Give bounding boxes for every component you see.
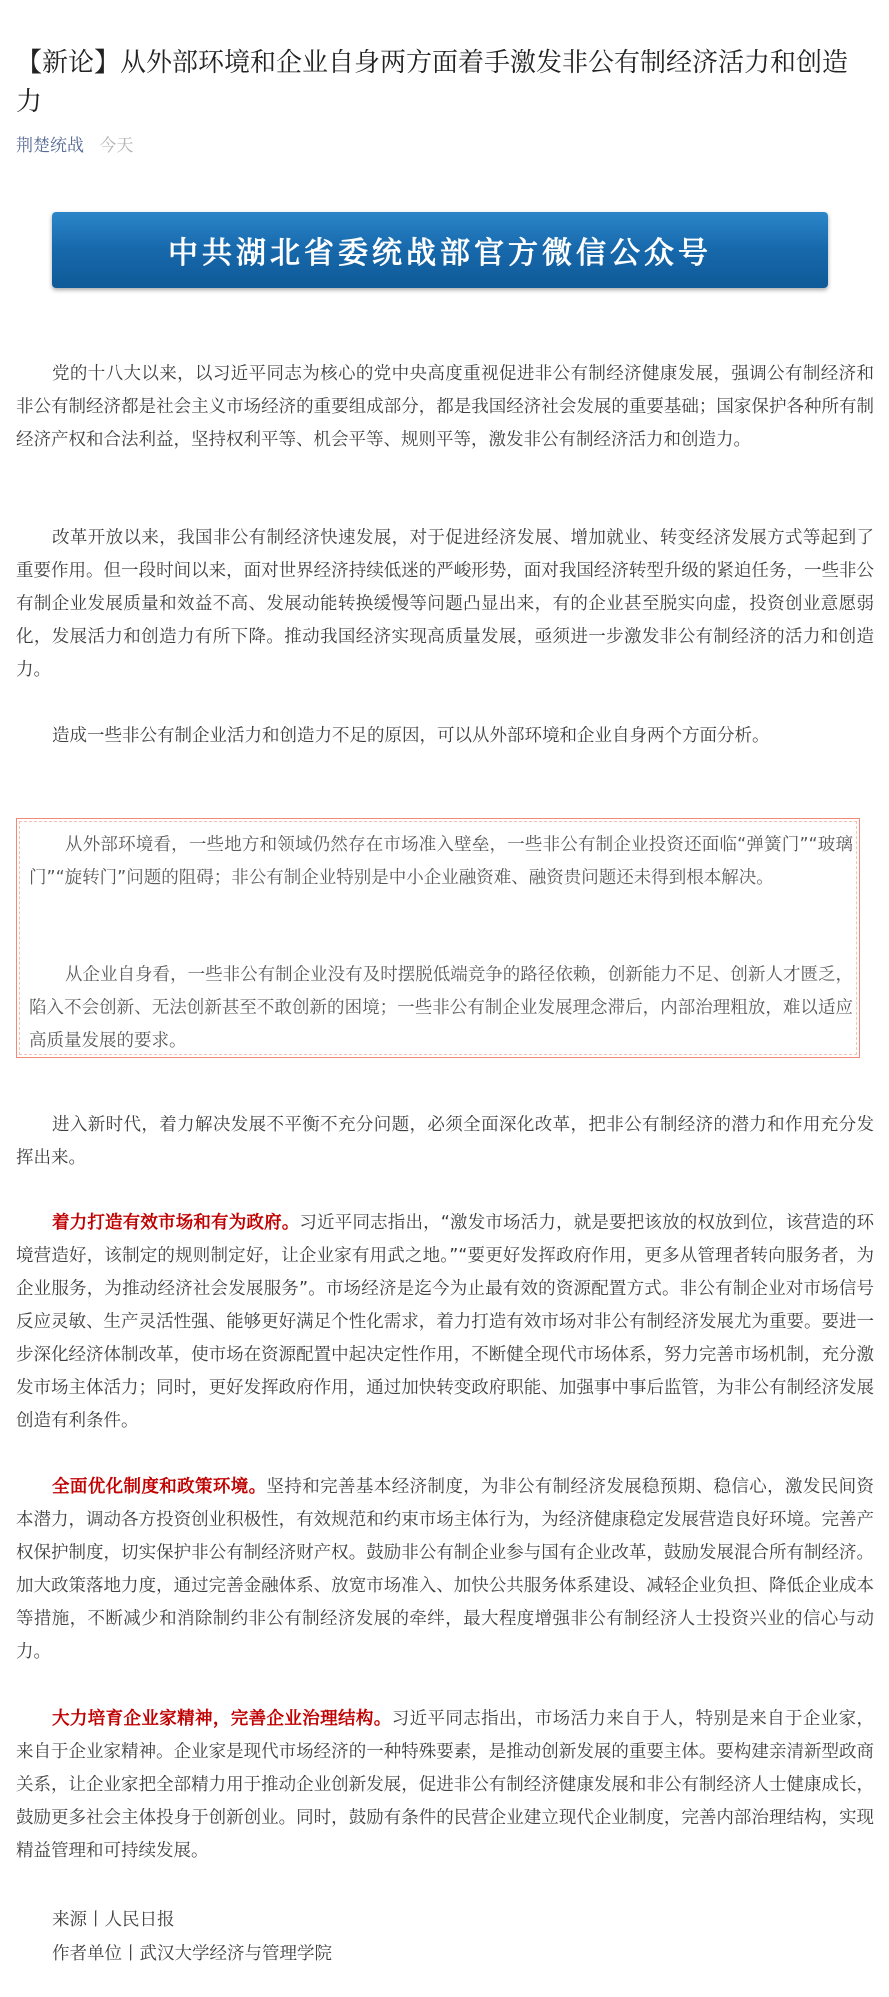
section-market-government <box>16 1207 874 1438</box>
article-title: 【新论】从外部环境和企业自身两方面着手激发非公有制经济活力和创造力 <box>16 48 849 117</box>
paragraph-1: 党的十八大以来，以习近平同志为核心的党中央高度重视促进非公有制经济健康发展，强调公有制经济和非公有制经济都是社会主义市场经济的重要组成部分，都是我国经济社会发展的重要基础；国家保护各种所有制经济产权和合法利益，坚持权利平等、机会平等、规则平等，激发非公有制经济活力和创造力。 <box>16 364 874 450</box>
publish-time: 今天 <box>99 136 134 156</box>
paragraph-3: 造成一些非公有制企业活力和创造力不足的原因，可以从外部环境和企业自身两个方面分析。 <box>52 726 770 746</box>
section-body: 习近平同志指出，“激发市场活力，就是要把该放的权放到位，该营造的环境营造好，该制定的规则制定好，让企业家有用武之地。”“要更好发挥政府作用，更多从管理者转向服务者，为企业服务，为推动经济社会发展服务”。市场经济是迄今为止最有效的资源配置方式。非公有制企业对市场信号反应灵敏、生产灵活性强、能够更好满足个性化需求，着力打造有效市场对非公有制经济发展尤为重要。要进一步深化经济体制改革，使市场在资源配置中起决定性作用，不断健全现代市场体系，努力完善市场机制，充分激发市场主体活力；同时，更好发挥政府作用，通过加快转变政府职能、加强事中事后监管，为非公有制经济发展创造有利条件。 <box>16 1213 874 1431</box>
official-account-banner <box>52 212 828 288</box>
quote-paragraph-internal: 从企业自身看，一些非公有制企业没有及时摆脱低端竞争的路径依赖，创新能力不足、创新人才匮乏，陷入不会创新、无法创新甚至不敢创新的困境；一些非公有制企业发展理念滞后，内部治理粗放，难以适应高质量发展的要求。 <box>29 965 853 1051</box>
section-entrepreneurship <box>16 1703 874 1868</box>
author-line: 作者单位丨武汉大学经济与管理学院 <box>52 1944 332 1964</box>
paragraph-new-era: 进入新时代，着力解决发展不平衡不充分问题，必须全面深化改革，把非公有制经济的潜力和作用充分发挥出来。 <box>16 1115 874 1168</box>
section-body: 坚持和完善基本经济制度，为非公有制经济发展稳预期、稳信心，激发民间资本潜力，调动各方投资创业积极性，有效规范和约束市场主体行为，为经济健康稳定发展营造良好环境。完善产权保护制度，切实保护非公有制经济财产权。鼓励非公有制企业参与国有企业改革，鼓励发展混合所有制经济。加大政策落地力度，通过完善金融体系、放宽市场准入、加快公共服务体系建设、减轻企业负担、降低企业成本等措施，不断减少和消除制约非公有制经济发展的牵绊，最大程度增强非公有制经济人士投资兴业的信心与动力。 <box>16 1477 875 1662</box>
source-line: 来源丨人民日报 <box>52 1910 175 1930</box>
account-name-link[interactable]: 荆楚统战 <box>16 136 84 156</box>
quote-paragraph-external: 从外部环境看，一些地方和领域仍然存在市场准入壁垒，一些非公有制企业投资还面临“弹簧门”“玻璃门”“旋转门”问题的阻碍；非公有制企业特别是中小企业融资难、融资贵问题还未得到根本解决。 <box>29 835 853 888</box>
banner-text: 中共湖北省委统战部官方微信公众号 <box>168 236 712 271</box>
section-heading: 着力打造有效市场和有为政府。 <box>52 1213 300 1233</box>
section-body: 习近平同志指出，市场活力来自于人，特别是来自于企业家，来自于企业家精神。企业家是现代市场经济的一种特殊要素，是推动创新发展的重要主体。要构建亲清新型政商关系，让企业家把全部精力用于推动企业创新发展，促进非公有制经济健康发展和非公有制经济人士健康成长，鼓励更多社会主体投身于创新创业。同时，鼓励有条件的民营企业建立现代企业制度，完善内部治理结构，实现精益管理和可持续发展。 <box>16 1709 875 1861</box>
section-policy-environment <box>16 1471 874 1669</box>
section-heading: 全面优化制度和政策环境。 <box>52 1477 267 1497</box>
article-meta <box>16 134 133 158</box>
quote-box <box>16 818 860 1058</box>
paragraph-2: 改革开放以来，我国非公有制经济快速发展，对于促进经济发展、增加就业、转变经济发展方式等起到了重要作用。但一段时间以来，面对世界经济持续低迷的严峻形势，面对我国经济转型升级的紧迫任务，一些非公有制企业发展质量和效益不高、发展动能转换缓慢等问题凸显出来，有的企业甚至脱实向虚，投资创业意愿弱化，发展活力和创造力有所下降。推动我国经济实现高质量发展，亟须进一步激发非公有制经济的活力和创造力。 <box>16 528 874 680</box>
section-heading: 大力培育企业家精神，完善企业治理结构。 <box>52 1709 392 1729</box>
